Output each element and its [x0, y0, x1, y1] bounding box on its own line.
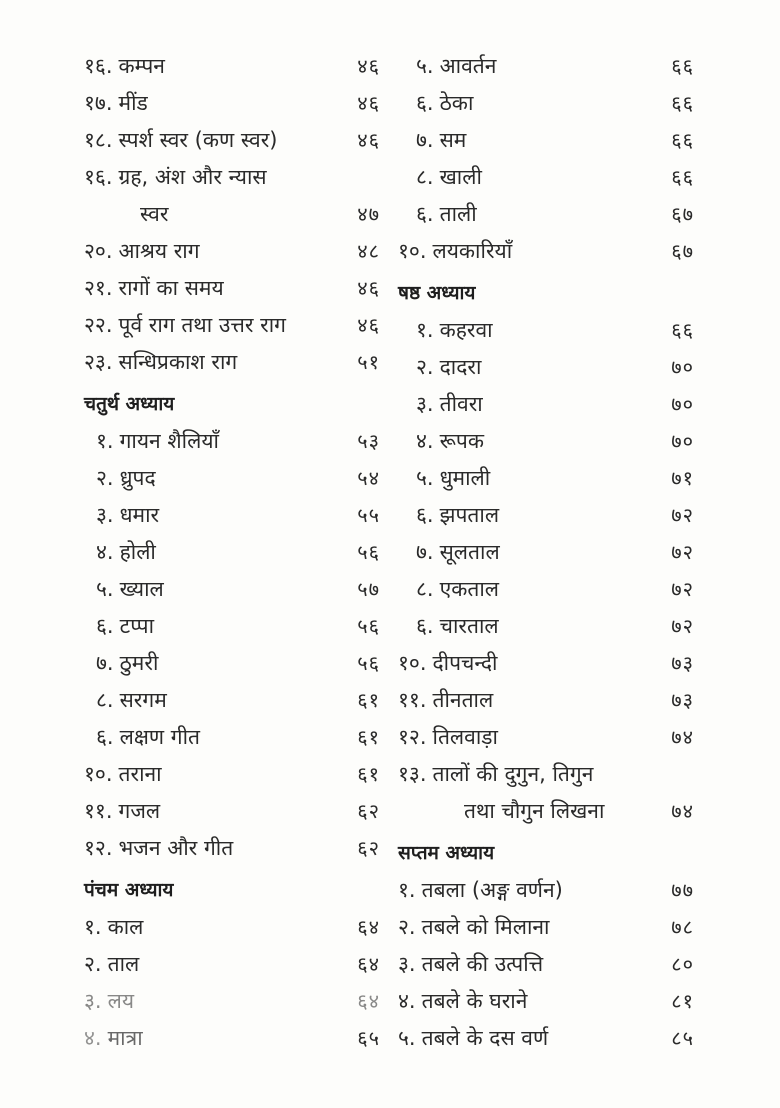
toc-entry: [84, 756, 380, 793]
entry-page: ७२: [671, 503, 694, 527]
entry-page: ६७: [671, 202, 694, 226]
entry-number: ५.: [96, 577, 114, 601]
entry-page: ४६: [357, 54, 380, 78]
toc-entry: [84, 85, 380, 122]
toc-entry: [398, 122, 694, 159]
entry-title: खाली: [439, 165, 482, 189]
entry-number: ६.: [96, 614, 114, 638]
entry-page: ७३: [671, 688, 694, 712]
entry-title: टप्पा: [119, 614, 155, 638]
toc-entry: [84, 497, 380, 534]
entry-number: १२.: [84, 836, 113, 860]
toc-entry: [398, 571, 694, 608]
entry-title: कहरवा: [439, 318, 493, 342]
entry-number: १.: [398, 878, 416, 902]
entry-number: ७.: [96, 651, 114, 675]
entry-title: तबले के दस वर्ण: [421, 1026, 549, 1050]
entry-title: ख्याल: [119, 577, 164, 601]
entry-number: २३.: [84, 350, 113, 374]
toc-entry: [398, 85, 694, 122]
toc-entry: [398, 719, 694, 756]
entry-number: ५.: [416, 466, 434, 490]
entry-title: गजल: [118, 799, 161, 823]
entry-number: ४.: [96, 540, 114, 564]
entry-page: ७१: [671, 466, 694, 490]
entry-title-continuation: तथा चौगुन लिखना: [464, 799, 605, 823]
entry-number: ४.: [398, 989, 416, 1013]
entry-title: तीवरा: [439, 392, 483, 416]
toc-right-column: [398, 48, 694, 1057]
toc-entry: [84, 460, 380, 497]
entry-page: ५१: [357, 350, 380, 374]
entry-title: ताल: [107, 952, 140, 976]
entry-page: ५५: [357, 503, 380, 527]
entry-title: तालों की दुगुन, तिगुन: [432, 762, 594, 786]
entry-number: १२.: [398, 725, 427, 749]
entry-title: धुमाली: [439, 466, 491, 490]
entry-page: ६१: [357, 688, 380, 712]
entry-page: ५७: [357, 577, 380, 601]
entry-title: तबले की उत्पत्ति: [421, 952, 544, 976]
entry-number: २.: [96, 466, 114, 490]
entry-page: ६१: [357, 762, 380, 786]
entry-title: स्पर्श स्वर (कण स्वर): [118, 128, 278, 152]
entry-number: ८.: [416, 577, 434, 601]
entry-title: सरगम: [119, 688, 167, 712]
entry-title: सन्धिप्रकाश राग: [118, 350, 238, 374]
entry-number: ६.: [416, 91, 434, 115]
toc-entry: [84, 344, 380, 381]
entry-title: आवर्तन: [439, 54, 497, 78]
entry-page: ८१: [671, 989, 694, 1013]
toc-entry: [398, 534, 694, 571]
entry-title: भजन और गीत: [118, 836, 234, 860]
toc-entry: [398, 196, 694, 233]
toc-entry: [398, 159, 694, 196]
entry-number: २.: [416, 355, 434, 379]
entry-title: मींड: [118, 91, 148, 115]
entry-number: ५.: [416, 54, 434, 78]
entry-number: ३.: [84, 989, 102, 1013]
toc-entry: [84, 571, 380, 608]
entry-title: तबले के घराने: [421, 989, 528, 1013]
toc-entry: [84, 682, 380, 719]
entry-title-continuation: स्वर: [140, 202, 169, 226]
toc-entry: [398, 872, 694, 909]
entry-page: ५६: [357, 540, 380, 564]
entry-number: ११.: [84, 799, 113, 823]
chapter-heading: सप्तम अध्याय: [398, 842, 495, 864]
entry-title: होली: [119, 540, 156, 564]
entry-page: ५३: [357, 429, 380, 453]
entry-title: कम्पन: [118, 54, 165, 78]
entry-page: ६५: [357, 1026, 380, 1050]
entry-number: १०.: [398, 239, 427, 263]
entry-page: ६४: [357, 952, 380, 976]
entry-number: ६.: [416, 614, 434, 638]
entry-page: ६२: [357, 836, 380, 860]
entry-title: तबला (अङ्ग वर्णन): [421, 878, 563, 902]
entry-page: ७८: [671, 915, 694, 939]
entry-title: आश्रय राग: [118, 239, 200, 263]
entry-number: ४.: [84, 1026, 102, 1050]
entry-page: ६६: [671, 91, 694, 115]
entry-page: ६४: [357, 989, 380, 1013]
entry-number: १.: [96, 429, 114, 453]
toc-entry: [398, 983, 694, 1020]
entry-page: ६१: [357, 725, 380, 749]
entry-page: ४६: [357, 91, 380, 115]
toc-entry: [398, 645, 694, 682]
toc-entry: [84, 307, 380, 344]
entry-title: लक्षण गीत: [119, 725, 200, 749]
entry-page: ६७: [671, 239, 694, 263]
entry-number: ८.: [96, 688, 114, 712]
entry-number: ३.: [96, 503, 114, 527]
entry-number: १.: [416, 318, 434, 342]
entry-title: काल: [107, 915, 144, 939]
entry-number: १३.: [398, 762, 427, 786]
entry-number: २२.: [84, 313, 113, 337]
entry-title: ठेका: [439, 91, 474, 115]
entry-number: ८.: [416, 165, 434, 189]
entry-title: ग्रह, अंश और न्यास: [118, 165, 267, 189]
chapter-heading: षष्ठ अध्याय: [398, 282, 476, 304]
entry-page: ६६: [671, 318, 694, 342]
entry-page: ७७: [671, 878, 694, 902]
entry-number: १८.: [84, 128, 113, 152]
entry-title: तीनताल: [432, 688, 494, 712]
entry-title: दादरा: [439, 355, 482, 379]
toc-entry: [84, 233, 380, 270]
chapter-heading: पंचम अध्याय: [84, 879, 174, 901]
toc-entry: [398, 497, 694, 534]
entry-title: चारताल: [439, 614, 499, 638]
toc-entry: [398, 386, 694, 423]
chapter-heading: चतुर्थ अध्याय: [84, 393, 175, 415]
toc-entry: [398, 946, 694, 983]
entry-title: गायन शैलियाँ: [119, 429, 219, 453]
toc-entry: [84, 122, 380, 159]
toc-entry-continuation: [398, 793, 694, 830]
entry-page: ७०: [671, 429, 694, 453]
toc-entry: [84, 645, 380, 682]
toc-entry: [398, 1020, 694, 1057]
entry-page: ७४: [671, 725, 694, 749]
entry-number: २०.: [84, 239, 113, 263]
toc-entry: [84, 159, 380, 196]
toc-entry: [84, 830, 380, 867]
toc-entry: [84, 608, 380, 645]
entry-page: ६६: [671, 128, 694, 152]
entry-number: १०.: [398, 651, 427, 675]
entry-number: १.: [84, 915, 102, 939]
entry-page: ७४: [671, 799, 694, 823]
toc-entry: [398, 349, 694, 386]
toc-entry: [398, 48, 694, 85]
toc-entry: [398, 909, 694, 946]
toc-entry-continuation: [84, 196, 380, 233]
entry-number: १०.: [84, 762, 113, 786]
entry-page: ७२: [671, 614, 694, 638]
entry-page: ७३: [671, 651, 694, 675]
entry-page: ५६: [357, 651, 380, 675]
entry-title: तराना: [118, 762, 162, 786]
entry-title: धमार: [119, 503, 160, 527]
entry-page: ६६: [671, 54, 694, 78]
entry-title: दीपचन्दी: [432, 651, 498, 675]
entry-number: ६.: [96, 725, 114, 749]
entry-page: ५४: [357, 466, 380, 490]
entry-title: सम: [439, 128, 467, 152]
entry-title: ठुमरी: [119, 651, 159, 675]
entry-page: ४६: [357, 276, 380, 300]
toc-entry: [84, 1020, 380, 1057]
entry-title: लयकारियाँ: [432, 239, 513, 263]
toc-entry: [398, 233, 694, 270]
toc-entry: [84, 423, 380, 460]
entry-title: सूलताल: [439, 540, 500, 564]
entry-number: ७.: [416, 540, 434, 564]
entry-number: ४.: [416, 429, 434, 453]
entry-title: रूपक: [439, 429, 484, 453]
toc-entry: [398, 423, 694, 460]
entry-title: एकताल: [439, 577, 499, 601]
toc-entry: [84, 48, 380, 85]
entry-page: ४६: [357, 128, 380, 152]
entry-number: १७.: [84, 91, 113, 115]
entry-number: २.: [84, 952, 102, 976]
toc-entry: [84, 793, 380, 830]
entry-number: ३.: [398, 952, 416, 976]
toc-entry: [84, 270, 380, 307]
entry-number: ७.: [416, 128, 434, 152]
toc-entry: [84, 909, 380, 946]
entry-page: ७२: [671, 577, 694, 601]
entry-page: ६२: [357, 799, 380, 823]
entry-number: ३.: [416, 392, 434, 416]
entry-title: ध्रुपद: [119, 466, 156, 490]
toc-entry: [398, 312, 694, 349]
toc-left-column: [84, 48, 380, 1057]
entry-page: ७२: [671, 540, 694, 564]
entry-number: ५.: [398, 1026, 416, 1050]
entry-number: ६.: [416, 503, 434, 527]
entry-page: ४७: [357, 202, 380, 226]
entry-page: ४८: [357, 239, 380, 263]
toc-entry: [398, 756, 694, 793]
entry-title: झपताल: [439, 503, 500, 527]
toc-entry: [84, 983, 380, 1020]
entry-page: ६४: [357, 915, 380, 939]
entry-page: ८०: [671, 952, 694, 976]
toc-entry: [398, 460, 694, 497]
entry-page: ६६: [671, 165, 694, 189]
entry-number: २१.: [84, 276, 113, 300]
entry-page: ७०: [671, 392, 694, 416]
entry-number: ११.: [398, 688, 427, 712]
entry-title: मात्रा: [107, 1026, 143, 1050]
entry-title: पूर्व राग तथा उत्तर राग: [118, 313, 286, 337]
entry-page: ७०: [671, 355, 694, 379]
toc-entry: [84, 534, 380, 571]
entry-title: लय: [107, 989, 135, 1013]
entry-title: तिलवाड़ा: [432, 725, 498, 749]
entry-number: २.: [398, 915, 416, 939]
toc-entry: [84, 719, 380, 756]
entry-number: १६.: [84, 54, 113, 78]
entry-page: ४६: [357, 313, 380, 337]
toc-entry: [398, 608, 694, 645]
entry-page: ८५: [671, 1026, 694, 1050]
entry-title: तबले को मिलाना: [421, 915, 550, 939]
entry-number: १६.: [84, 165, 113, 189]
entry-number: ६.: [416, 202, 434, 226]
toc-entry: [84, 946, 380, 983]
entry-title: ताली: [439, 202, 477, 226]
entry-page: ५६: [357, 614, 380, 638]
toc-entry: [398, 682, 694, 719]
entry-title: रागों का समय: [118, 276, 224, 300]
